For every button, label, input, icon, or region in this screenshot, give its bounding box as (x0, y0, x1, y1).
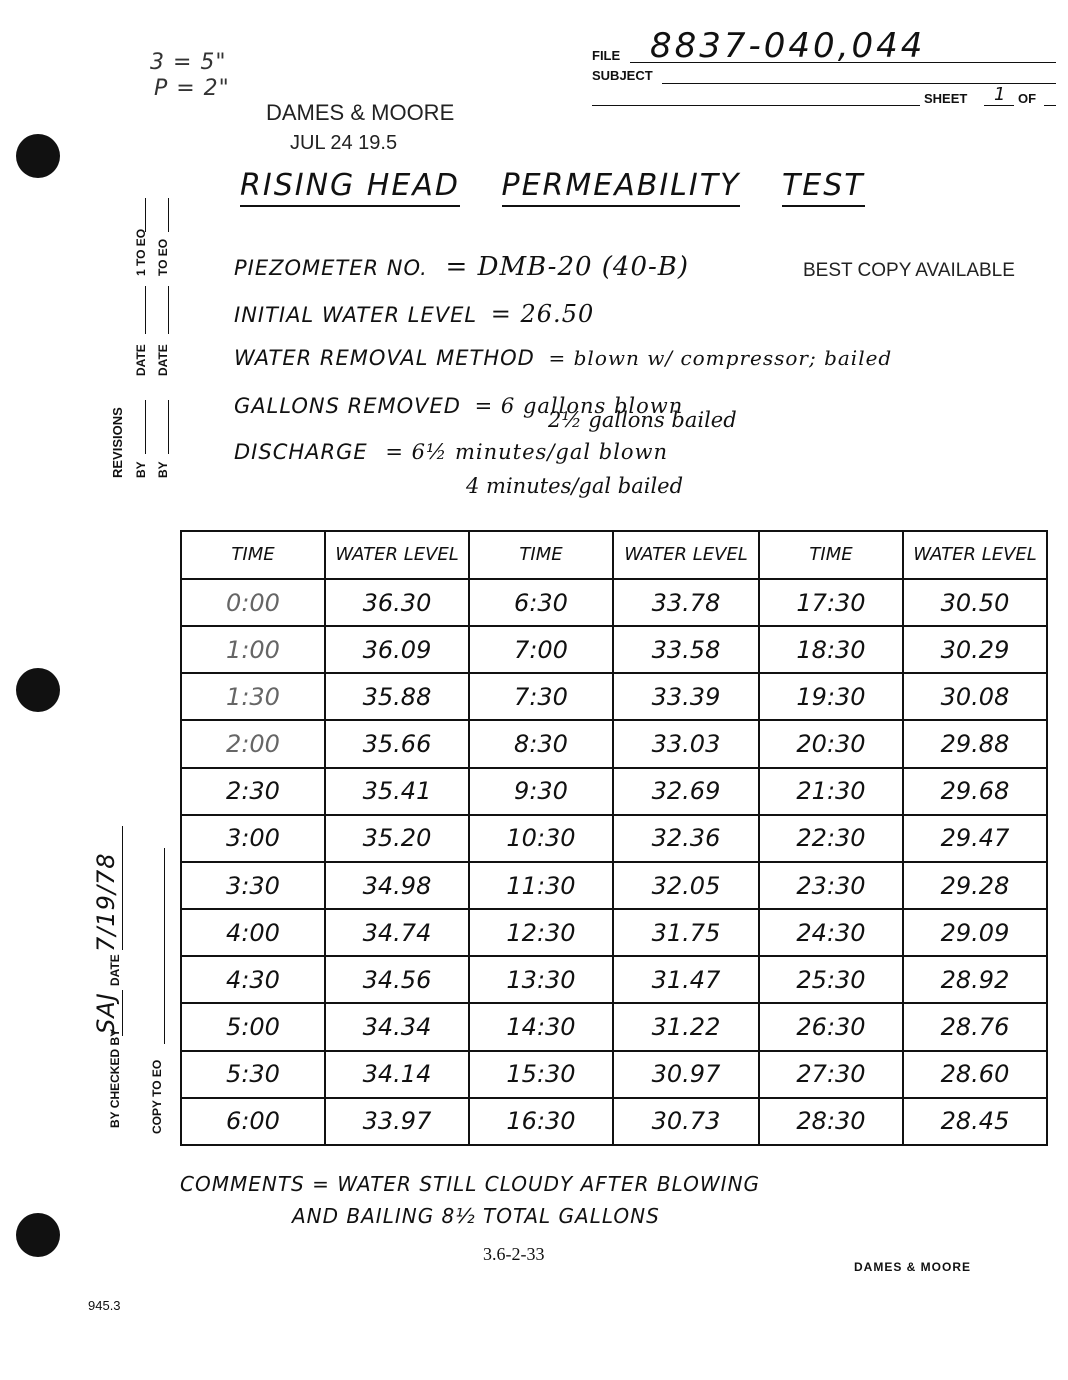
table-cell: 26:30 (759, 1003, 903, 1050)
table-cell: 28.92 (903, 956, 1047, 1003)
table-cell: 4:00 (181, 909, 325, 956)
table-cell: 36.09 (325, 626, 469, 673)
table-cell: 35.88 (325, 673, 469, 720)
table-row (181, 909, 1047, 956)
subject-underline-2 (592, 105, 920, 106)
revisions-line-by-1 (145, 400, 146, 454)
page-heading (240, 168, 895, 207)
table-cell: 7:00 (469, 626, 613, 673)
heading-part3: TEST (782, 168, 865, 207)
revisions-date-1: DATE (134, 344, 148, 376)
table-cell: 34.34 (325, 1003, 469, 1050)
header-time-1: TIME (181, 531, 325, 579)
sheet-of-label: OF (1018, 91, 1037, 106)
received-stamp (266, 100, 454, 155)
table-cell: 28.60 (903, 1051, 1047, 1098)
table-cell: 34.74 (325, 909, 469, 956)
table-cell: 25:30 (759, 956, 903, 1003)
table-cell: 33.58 (613, 626, 759, 673)
file-underline (630, 62, 1056, 63)
table-cell: 16:30 (469, 1098, 613, 1145)
sheet-of-underline (1044, 105, 1056, 106)
initial-water-level-value: = 26.50 (490, 300, 595, 328)
header-water-level-1: WATER LEVEL (325, 531, 469, 579)
best-copy-note: BEST COPY AVAILABLE (803, 260, 1015, 281)
discharge-label: DISCHARGE (234, 440, 368, 464)
water-level-table (180, 530, 1048, 1146)
table-cell: 14:30 (469, 1003, 613, 1050)
table-row (181, 720, 1047, 767)
table-cell: 31.22 (613, 1003, 759, 1050)
table-cell: 1:30 (181, 673, 325, 720)
revisions-by-2: BY (156, 461, 170, 478)
table-cell: 33.78 (613, 579, 759, 626)
table-cell: 27:30 (759, 1051, 903, 1098)
checked-date-line (122, 826, 123, 950)
table-cell: 7:30 (469, 673, 613, 720)
table-cell: 17:30 (759, 579, 903, 626)
corner-note (110, 50, 230, 102)
table-cell: 31.75 (613, 909, 759, 956)
table-cell: 32.05 (613, 862, 759, 909)
sheet-number: 1 (994, 84, 1007, 105)
table-cell: 34.14 (325, 1051, 469, 1098)
heading-part1: RISING HEAD (240, 168, 460, 207)
table-cell: 20:30 (759, 720, 903, 767)
table-cell: 8:30 (469, 720, 613, 767)
stamp-date: JUL 24 19.5 (290, 132, 398, 154)
copy-to-line (164, 848, 165, 1044)
table-cell: 34.98 (325, 862, 469, 909)
gallons-removed-value-line1: = 6 gallons blown (474, 394, 684, 418)
table-cell: 29.68 (903, 768, 1047, 815)
table-cell: 33.97 (325, 1098, 469, 1145)
initial-water-level-label: INITIAL WATER LEVEL (234, 303, 478, 327)
table-cell: 31.47 (613, 956, 759, 1003)
table-cell: 2:00 (181, 720, 325, 767)
table-cell: 2:30 (181, 768, 325, 815)
table-cell: 30.29 (903, 626, 1047, 673)
water-removal-method-label: WATER REMOVAL METHOD (234, 346, 535, 370)
table-cell: 5:00 (181, 1003, 325, 1050)
table-cell: 10:30 (469, 815, 613, 862)
revisions-by-1: BY (134, 461, 148, 478)
copy-to-eo-label: COPY TO EO (150, 1059, 164, 1134)
checked-date-label: DATE (108, 954, 122, 986)
subject-label: SUBJECT (592, 68, 653, 83)
revisions-label: REVISIONS (110, 407, 125, 478)
discharge-value-line2: 4 minutes/gal bailed (466, 474, 684, 498)
punch-hole-top (16, 134, 60, 178)
piezometer-value: = DMB-20 (40-B) (445, 252, 690, 282)
heading-part2: PERMEABILITY (502, 168, 741, 207)
form-header (592, 28, 1058, 108)
table-row (181, 673, 1047, 720)
field-discharge (234, 440, 668, 464)
table-cell: 13:30 (469, 956, 613, 1003)
table-cell: 4:30 (181, 956, 325, 1003)
table-cell: 29.47 (903, 815, 1047, 862)
table-cell: 15:30 (469, 1051, 613, 1098)
checked-by-label: BY CHECKED BY (108, 1028, 122, 1128)
punch-hole-bottom (16, 1213, 60, 1257)
water-removal-method-value: = blown w/ compressor; bailed (548, 346, 893, 370)
table-cell: 21:30 (759, 768, 903, 815)
table-cell: 35.41 (325, 768, 469, 815)
table-cell: 3:00 (181, 815, 325, 862)
table-cell: 30.73 (613, 1098, 759, 1145)
table-row (181, 862, 1047, 909)
table-row (181, 1003, 1047, 1050)
revisions-date-2: DATE (156, 344, 170, 376)
revisions-line-date-2 (168, 286, 169, 334)
revisions-line-top-2 (168, 198, 169, 232)
file-number: 8837-040,044 (650, 26, 926, 66)
revisions-line-date-1 (145, 286, 146, 334)
footer-brand: DAMES & MOORE (854, 1260, 972, 1274)
checked-by-initials: SAJ (92, 992, 120, 1034)
header-water-level-3: WATER LEVEL (903, 531, 1047, 579)
page-number: 3.6-2-33 (483, 1244, 545, 1264)
table-cell: 6:30 (469, 579, 613, 626)
table-cell: 30.50 (903, 579, 1047, 626)
file-label: FILE (592, 48, 621, 63)
table-cell: 35.20 (325, 815, 469, 862)
table-cell: 18:30 (759, 626, 903, 673)
table-row (181, 1051, 1047, 1098)
table-cell: 22:30 (759, 815, 903, 862)
table-cell: 12:30 (469, 909, 613, 956)
table-cell: 33.03 (613, 720, 759, 767)
table-cell: 19:30 (759, 673, 903, 720)
table-cell: 32.36 (613, 815, 759, 862)
header-time-2: TIME (469, 531, 613, 579)
table-row (181, 579, 1047, 626)
table-cell: 5:30 (181, 1051, 325, 1098)
table-cell: 1:00 (181, 626, 325, 673)
table-cell: 3:30 (181, 862, 325, 909)
table-cell: 30.08 (903, 673, 1047, 720)
revisions-line-by-2 (168, 400, 169, 454)
table-cell: 30.97 (613, 1051, 759, 1098)
table-cell: 29.28 (903, 862, 1047, 909)
punch-hole-middle (16, 668, 60, 712)
table-row (181, 956, 1047, 1003)
table-cell: 35.66 (325, 720, 469, 767)
table-header-row (181, 531, 1047, 579)
gallons-removed-label: GALLONS REMOVED (234, 394, 461, 418)
table-row (181, 815, 1047, 862)
table-cell: 29.09 (903, 909, 1047, 956)
table-cell: 33.39 (613, 673, 759, 720)
table-cell: 28:30 (759, 1098, 903, 1145)
corner-note-line1: 3 = 5" (150, 50, 227, 75)
table-cell: 34.56 (325, 956, 469, 1003)
sheet-underline (984, 105, 1014, 106)
table-cell: 23:30 (759, 862, 903, 909)
table-cell: 32.69 (613, 768, 759, 815)
comments-line2: AND BAILING 8½ TOTAL GALLONS (292, 1204, 660, 1228)
table-cell: 6:00 (181, 1098, 325, 1145)
table-cell: 24:30 (759, 909, 903, 956)
field-piezometer (234, 252, 689, 282)
checked-by-line (122, 990, 123, 1036)
field-initial-water-level (234, 300, 594, 328)
table-cell: 29.88 (903, 720, 1047, 767)
discharge-value-line1: = 6½ minutes/gal blown (385, 440, 669, 464)
table-row (181, 1098, 1047, 1145)
table-cell: 0:00 (181, 579, 325, 626)
piezometer-label: PIEZOMETER NO. (234, 256, 428, 280)
field-water-removal-method (234, 346, 892, 370)
corner-note-line2: P = 2" (154, 76, 230, 101)
table-cell: 9:30 (469, 768, 613, 815)
table-cell: 28.45 (903, 1098, 1047, 1145)
gallons-removed-value-line2: 2½ gallons bailed (548, 408, 737, 432)
revisions-to-eo-1: 1 TO EO (134, 228, 148, 276)
table-cell: 28.76 (903, 1003, 1047, 1050)
header-time-3: TIME (759, 531, 903, 579)
checked-date-value: 7/19/78 (92, 852, 120, 952)
table-row (181, 768, 1047, 815)
table-cell: 36.30 (325, 579, 469, 626)
revisions-line-top-1 (145, 198, 146, 232)
stamp-company: DAMES & MOORE (266, 100, 455, 125)
form-number: 945.3 (88, 1298, 121, 1313)
comments-line1: COMMENTS = WATER STILL CLOUDY AFTER BLOWING (180, 1172, 761, 1196)
revisions-to-eo-2: TO EO (156, 238, 170, 276)
table-cell: 11:30 (469, 862, 613, 909)
table-row (181, 626, 1047, 673)
sheet-label: SHEET (924, 91, 968, 106)
header-water-level-2: WATER LEVEL (613, 531, 759, 579)
